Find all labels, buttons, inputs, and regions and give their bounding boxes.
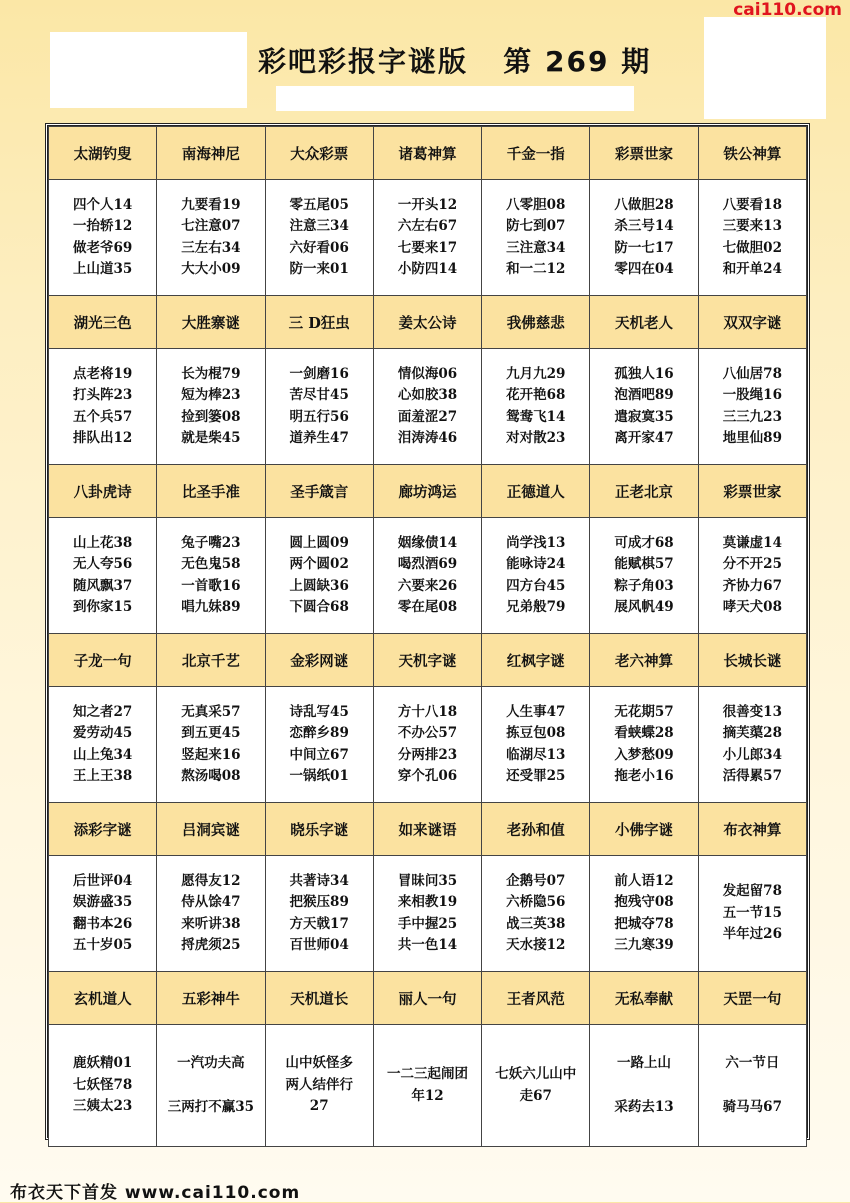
riddle-cell — [482, 349, 590, 465]
riddle-line: 和开单24 — [722, 261, 782, 277]
riddle-line: 六要来26 — [397, 577, 458, 594]
riddle-line: 三要来13 — [722, 218, 782, 234]
riddle-cell — [698, 687, 806, 803]
riddle-cell — [373, 518, 481, 634]
source-header: 彩票世家 — [698, 465, 806, 518]
riddle-line: 上山道35 — [72, 261, 133, 277]
source-header: 五彩神牛 — [157, 972, 265, 1025]
source-header: 王者风范 — [482, 972, 590, 1025]
riddle-line: 七注意07 — [181, 218, 241, 234]
riddle-line: 泡酒吧89 — [614, 387, 674, 403]
riddle-line: 走67 — [519, 1087, 552, 1104]
riddle-cell — [373, 687, 481, 803]
riddle-line: 零五尾05 — [289, 196, 349, 213]
riddle-cell — [590, 518, 698, 634]
riddle-line: 兄弟般79 — [506, 599, 566, 615]
source-header: 湖光三色 — [49, 296, 157, 349]
source-header: 老六神算 — [590, 634, 698, 687]
content-row — [49, 1025, 807, 1147]
riddle-line: 共著诗34 — [289, 872, 349, 889]
riddle-cell — [373, 856, 481, 972]
riddle-cell — [157, 518, 265, 634]
riddle-line: 姻缘债14 — [397, 534, 458, 551]
riddle-line: 遣寂寞35 — [614, 408, 674, 425]
riddle-line: 还受罪25 — [506, 768, 566, 784]
riddle-line: 来听讲38 — [181, 915, 241, 932]
riddle-line: 方十八18 — [397, 703, 458, 720]
riddle-line: 可成才68 — [614, 534, 674, 551]
riddle-line: 百世师04 — [289, 937, 349, 953]
riddle-line: 两人结伴行 — [285, 1076, 353, 1093]
source-header: 老孙和值 — [482, 803, 590, 856]
redacted-block-center — [276, 86, 634, 111]
riddle-line: 把猴压89 — [289, 894, 349, 910]
riddle-line: 娱游盛35 — [72, 894, 133, 910]
riddle-line: 八要看18 — [722, 196, 782, 213]
source-header: 北京千艺 — [157, 634, 265, 687]
riddle-line: 三三九23 — [722, 408, 782, 425]
riddle-line: 方天戟17 — [289, 915, 349, 932]
riddle-line: 四方台45 — [506, 577, 566, 594]
riddle-line: 七妖六儿山中 — [495, 1066, 577, 1082]
riddle-line: 恋醉乡89 — [289, 725, 349, 741]
riddle-line: 打头阵23 — [72, 387, 133, 403]
riddle-line: 活得累57 — [722, 768, 782, 784]
riddle-cell — [698, 349, 806, 465]
header-row — [49, 296, 807, 349]
riddle-line: 无色鬼58 — [181, 556, 241, 572]
riddle-line: 和一二12 — [506, 261, 566, 277]
riddle-line: 情似海06 — [397, 365, 458, 382]
riddle-line: 后世评04 — [72, 872, 133, 889]
content-row — [49, 518, 807, 634]
riddle-line: 随风飘37 — [72, 577, 133, 594]
riddle-line: 明五行56 — [289, 408, 349, 425]
riddle-line: 哮天犬08 — [722, 599, 782, 615]
source-header: 子龙一句 — [49, 634, 157, 687]
riddle-line: 泪涛涛46 — [397, 430, 458, 446]
source-header: 千金一指 — [482, 127, 590, 180]
riddle-line: 战三英38 — [506, 915, 566, 932]
riddle-line: 一抬轿12 — [72, 218, 133, 234]
riddle-line: 共一色14 — [397, 937, 458, 953]
source-header: 天机老人 — [590, 296, 698, 349]
riddle-cell — [590, 180, 698, 296]
riddle-line: 无人夸56 — [72, 556, 133, 572]
source-header: 正老北京 — [590, 465, 698, 518]
riddle-cell — [157, 856, 265, 972]
riddle-line: 入梦愁09 — [614, 746, 674, 763]
source-header: 添彩字谜 — [49, 803, 157, 856]
source-header: 如来谜语 — [373, 803, 481, 856]
riddle-line: 捋虎须25 — [181, 937, 241, 953]
riddle-line: 一汽功夫高 — [177, 1055, 245, 1071]
riddle-line: 来相教19 — [397, 894, 458, 910]
riddle-cell — [49, 349, 157, 465]
riddle-line: 长为棍79 — [181, 365, 241, 382]
riddle-line: 王上王38 — [72, 768, 133, 784]
riddle-cell — [49, 856, 157, 972]
riddle-line: 三两打不赢35 — [167, 1098, 255, 1115]
riddle-line: 翻书本26 — [72, 915, 133, 932]
riddle-cell — [157, 349, 265, 465]
riddle-line: 临湖尽13 — [506, 746, 566, 763]
riddle-cell — [590, 687, 698, 803]
header-row — [49, 465, 807, 518]
riddle-line: 分两排23 — [397, 746, 458, 763]
riddle-line: 到你家15 — [72, 599, 133, 615]
riddle-line: 面羞涩27 — [397, 408, 458, 425]
riddle-line: 中间立67 — [289, 746, 349, 763]
riddle-line: 七要来17 — [397, 239, 458, 256]
riddle-cell — [590, 1025, 698, 1147]
riddle-line: 兔子嘴23 — [181, 534, 241, 551]
header-row — [49, 803, 807, 856]
riddle-line: 一剑磨16 — [289, 365, 349, 382]
source-header: 吕洞宾谜 — [157, 803, 265, 856]
riddle-line: 无花期57 — [614, 703, 674, 720]
riddle-cell — [590, 349, 698, 465]
riddle-line — [590, 1075, 697, 1097]
riddle-line: 离开家47 — [614, 430, 674, 446]
riddle-line: 鸳鸯飞14 — [506, 408, 566, 425]
content-row — [49, 856, 807, 972]
riddle-line: 零在尾08 — [397, 599, 458, 615]
riddle-line: 到五更45 — [181, 725, 241, 741]
header-row — [49, 127, 807, 180]
riddle-line: 发起留78 — [722, 883, 782, 900]
source-header: 三 D狂虫 — [265, 296, 373, 349]
riddle-line: 冒昧问35 — [397, 872, 458, 889]
riddle-line: 短为棒23 — [181, 387, 241, 403]
riddle-line: 27 — [309, 1098, 329, 1115]
source-header: 我佛慈悲 — [482, 296, 590, 349]
riddle-line: 很善变13 — [722, 703, 782, 720]
riddle-line: 零四在04 — [614, 261, 674, 277]
riddle-line: 熬汤喝08 — [181, 768, 241, 784]
content-row — [49, 180, 807, 296]
riddle-line: 小防四14 — [397, 261, 458, 277]
redacted-block-left — [50, 32, 247, 108]
riddle-cell — [265, 180, 373, 296]
riddle-line: 企鹅号07 — [506, 872, 566, 889]
riddle-cell — [49, 1025, 157, 1147]
riddle-line: 爱劳动45 — [72, 725, 133, 741]
source-header: 大胜寨谜 — [157, 296, 265, 349]
riddle-line: 三注意34 — [506, 239, 566, 256]
riddle-line: 鹿妖精01 — [72, 1055, 133, 1072]
source-header: 圣手箴言 — [265, 465, 373, 518]
riddle-line: 八零胆08 — [506, 196, 566, 213]
content-row — [49, 349, 807, 465]
riddle-line: 前人语12 — [614, 872, 674, 889]
riddle-line: 防七到07 — [506, 218, 566, 234]
riddle-line: 愿得友12 — [181, 872, 241, 889]
source-header: 双双字谜 — [698, 296, 806, 349]
source-header: 无私奉献 — [590, 972, 698, 1025]
riddle-cell — [373, 349, 481, 465]
source-header: 比圣手准 — [157, 465, 265, 518]
riddle-line: 山上兔34 — [72, 746, 133, 763]
riddle-line: 排队出12 — [72, 430, 133, 446]
riddle-line: 杀三号14 — [614, 218, 674, 234]
riddle-line: 上圆缺36 — [289, 577, 349, 594]
riddle-line: 点老将19 — [72, 365, 133, 382]
redacted-block-right — [704, 17, 826, 119]
riddle-cell — [482, 856, 590, 972]
riddle-line: 苦尽甘45 — [289, 387, 349, 403]
riddle-cell — [698, 180, 806, 296]
riddle-line: 手中握25 — [397, 915, 458, 932]
riddle-cell — [698, 518, 806, 634]
riddle-line: 采药去13 — [614, 1098, 674, 1115]
source-header: 玄机道人 — [49, 972, 157, 1025]
source-header: 南海神尼 — [157, 127, 265, 180]
riddle-line: 防一来01 — [289, 261, 349, 277]
source-header: 长城长谜 — [698, 634, 806, 687]
riddle-line: 做老爷69 — [72, 239, 133, 256]
riddle-line: 喝烈酒69 — [397, 556, 458, 572]
riddle-line — [157, 1075, 264, 1097]
source-header: 丽人一句 — [373, 972, 481, 1025]
riddle-line: 道养生47 — [289, 430, 349, 446]
source-header: 小佛字谜 — [590, 803, 698, 856]
riddle-cell — [698, 856, 806, 972]
riddle-line: 山中妖怪多 — [285, 1055, 353, 1072]
riddle-line: 九月九29 — [506, 365, 566, 382]
riddle-line: 抱残守08 — [614, 894, 674, 910]
riddle-cell — [265, 687, 373, 803]
source-header: 诸葛神算 — [373, 127, 481, 180]
riddle-line: 捡到篓08 — [181, 408, 241, 425]
riddle-line: 一二三起闹团 — [386, 1066, 468, 1082]
source-header: 天机道长 — [265, 972, 373, 1025]
source-header: 红枫字谜 — [482, 634, 590, 687]
riddle-line: 拣豆包08 — [506, 725, 566, 741]
riddle-line: 一锅纸01 — [289, 768, 349, 784]
source-header: 金彩网谜 — [265, 634, 373, 687]
riddle-line: 看蛱蝶28 — [614, 725, 674, 741]
source-header: 太湖钓叟 — [49, 127, 157, 180]
riddle-line: 七妖怪78 — [72, 1076, 133, 1093]
riddle-cell — [482, 687, 590, 803]
source-header: 廊坊鸿运 — [373, 465, 481, 518]
riddle-line: 年12 — [411, 1087, 444, 1104]
riddle-table — [48, 126, 807, 1147]
footer-text: 布衣天下首发 www.cai110.com — [10, 1183, 301, 1203]
riddle-line: 侍从馀47 — [181, 894, 241, 910]
source-header: 晓乐字谜 — [265, 803, 373, 856]
header-row — [49, 972, 807, 1025]
riddle-line: 五一节15 — [722, 904, 782, 921]
riddle-line: 人生事47 — [506, 703, 566, 720]
riddle-cell — [265, 518, 373, 634]
riddle-line: 八仙居78 — [722, 365, 782, 382]
header-row — [49, 634, 807, 687]
riddle-line: 三九寒39 — [614, 937, 674, 953]
riddle-line: 大大小09 — [181, 261, 241, 277]
riddle-line: 天水接12 — [506, 937, 566, 953]
riddle-cell — [157, 1025, 265, 1147]
riddle-line: 分不开25 — [722, 556, 782, 572]
riddle-cell — [265, 1025, 373, 1147]
riddle-line: 地里仙89 — [722, 430, 782, 446]
riddle-line: 孤独人16 — [614, 365, 674, 382]
riddle-line: 七做胆02 — [722, 239, 782, 256]
riddle-cell — [265, 349, 373, 465]
riddle-line: 齐协力67 — [722, 577, 782, 594]
riddle-line: 防一七17 — [614, 239, 674, 256]
riddle-cell — [482, 518, 590, 634]
riddle-line: 六桥隐56 — [506, 894, 566, 910]
riddle-line: 莫谦虚14 — [722, 534, 782, 551]
riddle-line: 圆上圆09 — [289, 534, 349, 551]
riddle-line: 粽子角03 — [614, 577, 674, 594]
riddle-line: 半年过26 — [722, 926, 782, 943]
riddle-line: 两个圆02 — [289, 556, 349, 572]
riddle-line: 六好看06 — [289, 239, 349, 256]
riddle-line: 拖老小16 — [614, 768, 674, 784]
riddle-line: 能咏诗24 — [506, 556, 566, 572]
page-title: 彩吧彩报字谜版 第 269 期 — [258, 45, 652, 78]
riddle-line: 四个人14 — [72, 196, 133, 213]
riddle-cell — [265, 856, 373, 972]
riddle-cell — [157, 687, 265, 803]
riddle-line: 注意三34 — [289, 218, 349, 234]
riddle-line: 三左右34 — [181, 239, 241, 256]
riddle-line: 骑马马67 — [722, 1098, 782, 1115]
riddle-line: 三姨太23 — [72, 1098, 133, 1115]
source-header: 彩票世家 — [590, 127, 698, 180]
riddle-line: 能赋棋57 — [614, 556, 674, 572]
riddle-line: 心如胶38 — [397, 387, 458, 403]
riddle-line: 就是柴45 — [181, 430, 241, 446]
riddle-line: 山上花38 — [72, 534, 133, 551]
source-header: 八卦虎诗 — [49, 465, 157, 518]
riddle-cell — [482, 1025, 590, 1147]
riddle-line: 对对散23 — [506, 430, 566, 446]
riddle-line: 花开艳68 — [506, 387, 566, 403]
source-header: 大众彩票 — [265, 127, 373, 180]
riddle-line: 一首歌16 — [181, 577, 241, 594]
riddle-cell — [373, 1025, 481, 1147]
source-header: 天机字谜 — [373, 634, 481, 687]
riddle-line: 不办公57 — [397, 725, 458, 741]
riddle-cell — [698, 1025, 806, 1147]
riddle-line: 六左右67 — [397, 218, 458, 234]
riddle-cell — [590, 856, 698, 972]
riddle-line: 五个兵57 — [72, 408, 133, 425]
watermark-top: cai110.com — [733, 0, 842, 20]
riddle-cell — [157, 180, 265, 296]
riddle-cell — [373, 180, 481, 296]
riddle-line: 尚学浅13 — [506, 534, 566, 551]
riddle-line: 六一节日 — [725, 1055, 780, 1071]
source-header: 铁公神算 — [698, 127, 806, 180]
riddle-cell — [49, 687, 157, 803]
source-header: 正德道人 — [482, 465, 590, 518]
riddle-line: 摘芙蕖28 — [722, 725, 782, 741]
riddle-line: 诗乱写45 — [289, 703, 349, 720]
riddle-line: 九要看19 — [181, 196, 241, 213]
riddle-line: 下圆合68 — [289, 599, 349, 615]
riddle-line — [699, 1075, 806, 1097]
riddle-cell — [482, 180, 590, 296]
riddle-line: 五十岁05 — [72, 937, 133, 953]
riddle-line: 竖起来16 — [181, 746, 241, 763]
riddle-line: 一开头12 — [397, 196, 458, 213]
riddle-line: 小儿郎34 — [722, 746, 782, 763]
riddle-line: 唱九妹89 — [181, 599, 241, 615]
riddle-line: 把城夺78 — [614, 915, 674, 932]
riddle-grid — [45, 123, 810, 1140]
riddle-line: 无真采57 — [181, 703, 241, 720]
riddle-line: 八做胆28 — [614, 196, 674, 213]
riddle-cell — [49, 518, 157, 634]
source-header: 天罡一句 — [698, 972, 806, 1025]
riddle-line: 知之者27 — [72, 703, 133, 720]
riddle-line: 一路上山 — [617, 1055, 672, 1071]
riddle-line: 一股绳16 — [722, 387, 782, 403]
riddle-cell — [49, 180, 157, 296]
source-header: 姜太公诗 — [373, 296, 481, 349]
riddle-line: 穿个孔06 — [397, 768, 458, 784]
source-header: 布衣神算 — [698, 803, 806, 856]
content-row — [49, 687, 807, 803]
riddle-line: 展风帆49 — [614, 599, 674, 615]
